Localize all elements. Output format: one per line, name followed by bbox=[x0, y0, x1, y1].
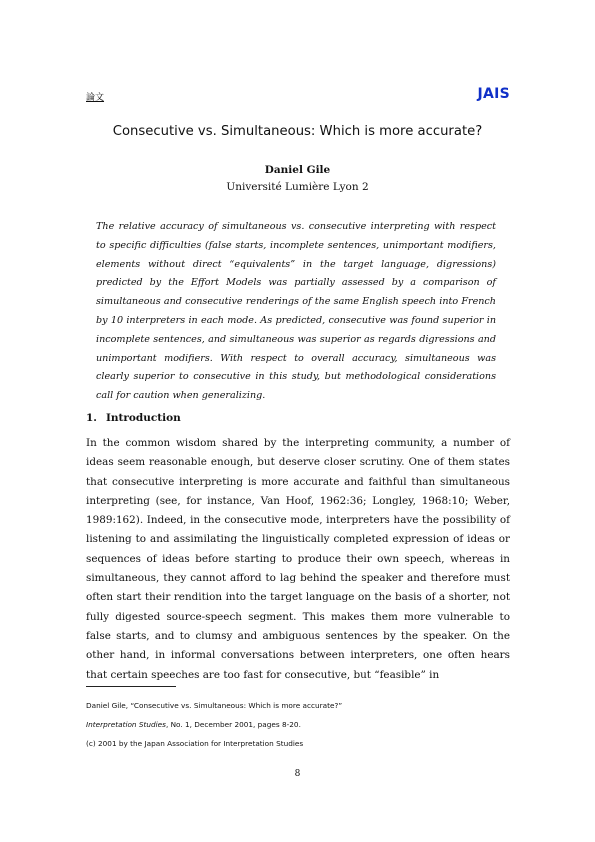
footnote-journal-title: Interpretation Studies bbox=[86, 720, 166, 729]
page-number: 8 bbox=[294, 769, 301, 779]
author-name: Daniel Gile bbox=[264, 164, 331, 176]
section-type-label: 論文 bbox=[86, 93, 105, 103]
journal-logo: JAIS bbox=[477, 86, 510, 102]
section-heading bbox=[86, 412, 181, 424]
footnote-divider bbox=[86, 686, 176, 687]
footnote-journal-details: , No. 1, December 2001, pages 8-20. bbox=[165, 720, 301, 729]
footnote-journal bbox=[86, 715, 510, 734]
section-number: 1. bbox=[86, 412, 97, 424]
section-title: Introduction bbox=[106, 412, 181, 424]
footnote-citation: Daniel Gile, “Consecutive vs. Simultaneous: Which is more accurate?” bbox=[86, 701, 343, 710]
footnote-copyright: (c) 2001 by the Japan Association for Interpretation Studies bbox=[86, 739, 304, 748]
author-affiliation: Université Lumière Lyon 2 bbox=[226, 181, 369, 193]
footnotes bbox=[86, 696, 510, 753]
body-paragraph: In the common wisdom shared by the interpreting community, a number of ideas seem reasonable enough, but deserve closer scrutiny. One of them states that consecutive interpreting is more accurate and faithful than simultaneous interpreting (see, for instance, Van Hoof, 1962:36; Longley, 1968:10; Weber, 1989:162). Indeed, in the consecutive mode, interpreters have the possibility of listening to and assimilating the linguistically completed expression of ideas or sequences of ideas before starting to produce their own speech, whereas in simultaneous, they cannot afford to lag behind the speaker and therefore must often start their rendition into the target language on the basis of a shorter, not fully digested source-speech segment. This makes them more vulnerable to false starts, and to clumsy and ambiguous sentences by the speaker. On the other hand, in informal conversations between interpreters, one often hears that certain speeches are too fast for consecutive, but “feasible” in bbox=[86, 437, 510, 681]
paper-title: Consecutive vs. Simultaneous: Which is more accurate? bbox=[112, 124, 483, 139]
abstract: The relative accuracy of simultaneous vs. consecutive interpreting with respect to specific difficulties (false starts, incomplete sentences, unimportant modifiers, elements without direct “equivalents” in the target language, digressions) predicted by the Effort Models was partially assessed by a comparison of simultaneous and consecutive renderings of the same English speech into French by 10 interpreters in each mode. As predicted, consecutive was found superior in incomplete sentences, and simultaneous was superior as regards digressions and unimportant modifiers. With respect to overall accuracy, simultaneous was clearly superior to consecutive in this study, but methodological considerations call for caution when generalizing. bbox=[96, 221, 496, 402]
